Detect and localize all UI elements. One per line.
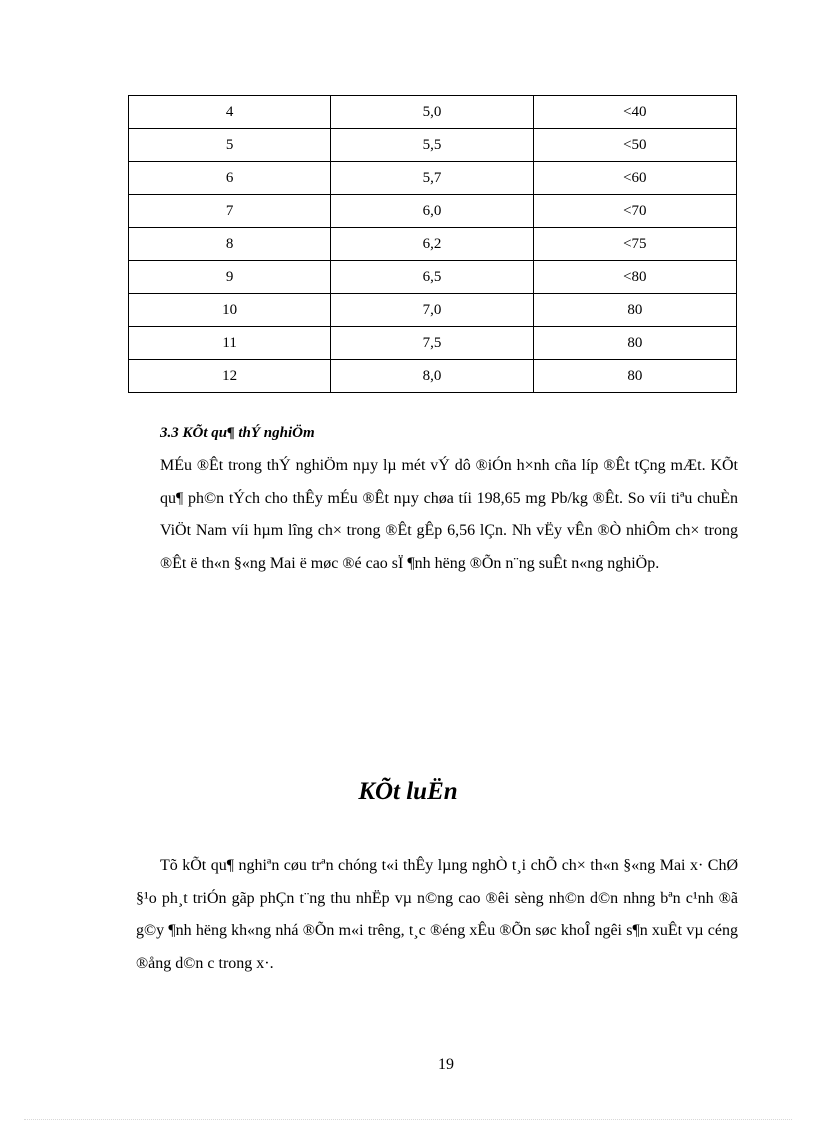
table-cell: 11 (129, 327, 331, 360)
page-number: 19 (438, 1056, 454, 1073)
table-cell: 80 (533, 360, 736, 393)
table-cell: 5,5 (331, 129, 533, 162)
table-cell: 8,0 (331, 360, 533, 393)
table-cell: 5,7 (331, 162, 533, 195)
table-row (129, 327, 737, 360)
table-row (129, 129, 737, 162)
table-cell: 6 (129, 162, 331, 195)
data-table-body (129, 96, 737, 393)
conclusion-title: KÕt luËn (358, 778, 458, 805)
table-cell: <40 (533, 96, 736, 129)
results-paragraph: MÉu ®Êt trong thÝ nghiÖm nµy lµ mét vÝ dô ®iÓn h×nh cña líp ®Êt tÇng mÆt. KÕt qu¶ ph©n tÝch cho thÊy mÉu ®Êt nµy chøa tíi 198,65 mg Pb/kg ®Êt. So víi tiªu chuÈn ViÖt Nam víi hµm lîng ch× trong ®Êt gÊp 6,56 lÇn. Nh vËy vÊn ®Ò nhiÔm ch× trong ®Êt ë th«n §«ng Mai ë møc ®é cao sÏ ¶nh hëng ®Õn n¨ng suÊt n«ng nghiÖp. (160, 457, 738, 572)
table-cell: 5,0 (331, 96, 533, 129)
table-row (129, 261, 737, 294)
table-cell: <60 (533, 162, 736, 195)
table-cell: 6,2 (331, 228, 533, 261)
table-cell: 4 (129, 96, 331, 129)
table-row (129, 195, 737, 228)
conclusion-paragraph: Tõ kÕt qu¶ nghiªn cøu trªn chóng t«i thÊy lµng nghÒ t¸i chÕ ch× th«n §«ng Mai x· ChØ §¹o ph¸t triÓn gãp phÇn t¨ng thu nhËp vµ n©ng cao ®êi sèng nh©n d©n nhng bªn c¹nh ®ã g©y ¶nh hëng kh«ng nhá ®Õn m«i trêng, t¸c ®éng xÊu ®Õn søc khoÎ ngêi s¶n xuÊt vµ céng ®ång d©n c trong x·. (136, 857, 738, 972)
table-row (129, 294, 737, 327)
table-cell: 7,0 (331, 294, 533, 327)
table-cell: <75 (533, 228, 736, 261)
table-row (129, 360, 737, 393)
table-cell: <80 (533, 261, 736, 294)
table-row (129, 162, 737, 195)
table-cell: 5 (129, 129, 331, 162)
table-cell: 12 (129, 360, 331, 393)
section-heading: 3.3 KÕt qu¶ thÝ nghiÖm (160, 425, 315, 441)
table-cell: <70 (533, 195, 736, 228)
table-cell: <50 (533, 129, 736, 162)
table-cell: 10 (129, 294, 331, 327)
table-cell: 6,5 (331, 261, 533, 294)
table-row (129, 96, 737, 129)
table-cell: 80 (533, 327, 736, 360)
table-cell: 6,0 (331, 195, 533, 228)
footer-dotted-rule (24, 1119, 792, 1120)
data-table (128, 95, 737, 393)
table-cell: 80 (533, 294, 736, 327)
table-cell: 8 (129, 228, 331, 261)
table-row (129, 228, 737, 261)
table-cell: 7,5 (331, 327, 533, 360)
table-cell: 7 (129, 195, 331, 228)
table-cell: 9 (129, 261, 331, 294)
